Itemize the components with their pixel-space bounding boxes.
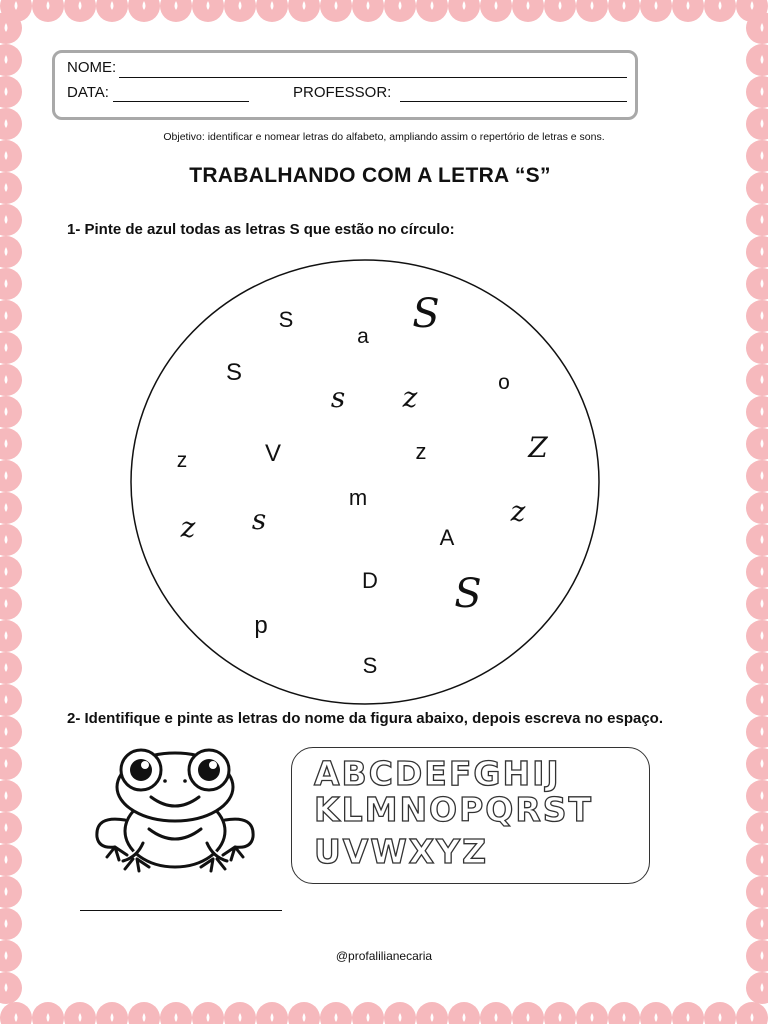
page-title: TRABALHANDO COM A LETRA “S” [189,164,551,187]
circle-letter[interactable]: Z [528,431,548,464]
alphabet-row-3[interactable]: UVWXYZ [314,832,489,871]
circle-letter[interactable]: D [362,568,378,593]
circle-letter[interactable]: p [254,612,268,639]
teacher-label: PROFESSOR: [293,84,392,101]
author-credit: @profalilianecaria [335,949,433,963]
date-label: DATA: [67,84,109,101]
frog-illustration [85,745,265,875]
circle-letter[interactable]: z [510,495,526,528]
circle-letter[interactable]: o [498,371,510,394]
circle-letter[interactable]: V [264,440,282,467]
objective-text: Objetivo: identificar e nomear letras do alfabeto, ampliando assim o repertório de letras e sons. [163,131,605,143]
alphabet-row-2[interactable]: KLMNOPQRST [314,790,594,829]
circle-letter[interactable]: m [348,485,368,510]
circle-letter[interactable]: S [454,571,482,617]
alphabet-row-1[interactable]: ABCDEFGHIJ [314,754,561,793]
circle-letter[interactable]: S [412,291,440,337]
alphabet-box [291,747,650,884]
circle-letter[interactable]: S [225,359,243,386]
circle-letter[interactable]: A [439,525,455,550]
teacher-field[interactable] [400,101,627,102]
circle-letter[interactable]: z [402,381,418,414]
circle-letter[interactable]: s [251,503,267,536]
circle-letter[interactable]: S [278,307,294,332]
letter-circle [128,255,608,710]
question-1: 1- Pinte de azul todas as letras S que estão no círculo: [67,221,455,238]
date-field[interactable] [113,101,249,102]
circle-letter[interactable]: z [180,511,196,544]
name-label: NOME: [67,59,117,76]
circle-letter[interactable]: z [415,439,427,464]
circle-letter[interactable]: s [330,381,346,414]
circle-letter[interactable]: a [357,325,369,348]
circle-letter[interactable]: z [176,449,188,472]
question-2: 2- Identifique e pinte as letras do nome da figura abaixo, depois escreva no espaço. [67,710,664,727]
student-info-box [52,50,638,120]
name-field[interactable] [119,77,627,78]
answer-line[interactable] [80,910,282,911]
circle-letter[interactable]: S [362,653,378,678]
